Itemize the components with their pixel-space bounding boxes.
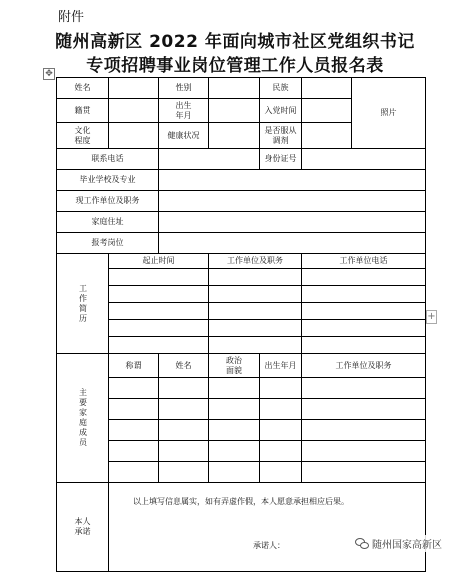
pledge-cell[interactable]	[109, 483, 426, 572]
work-history-cell[interactable]	[209, 269, 302, 286]
family-cell[interactable]	[302, 420, 426, 441]
label-party-join-time: 入党时间	[260, 99, 302, 123]
pledge-signer-label: 承诺人：	[253, 541, 285, 550]
wechat-icon	[355, 538, 369, 549]
value-current-job[interactable]	[159, 191, 426, 212]
label-current-job: 现工作单位及职务	[57, 191, 159, 212]
family-cell[interactable]	[302, 462, 426, 483]
work-history-cell[interactable]	[109, 303, 209, 320]
col-work-unit: 工作单位及职务	[209, 254, 302, 269]
value-health[interactable]	[209, 123, 260, 149]
value-id-number[interactable]	[302, 149, 426, 170]
label-native-place: 籍贯	[57, 99, 109, 123]
family-cell[interactable]	[159, 441, 209, 462]
col-family-relation: 称谓	[109, 354, 159, 378]
label-id-number: 身份证号	[260, 149, 302, 170]
col-family-name: 姓名	[159, 354, 209, 378]
family-cell[interactable]	[209, 441, 260, 462]
label-health: 健康状况	[159, 123, 209, 149]
label-phone: 联系电话	[57, 149, 159, 170]
work-history-cell[interactable]	[302, 337, 426, 354]
label-position: 报考岗位	[57, 233, 159, 254]
value-native-place[interactable]	[109, 99, 159, 123]
label-birth-date: 出生 年月	[159, 99, 209, 123]
work-history-cell[interactable]	[209, 337, 302, 354]
value-ethnicity[interactable]	[302, 78, 352, 99]
value-gender[interactable]	[209, 78, 260, 99]
family-cell[interactable]	[260, 462, 302, 483]
family-cell[interactable]	[209, 378, 260, 399]
value-education[interactable]	[109, 123, 159, 149]
family-cell[interactable]	[159, 420, 209, 441]
family-cell[interactable]	[209, 420, 260, 441]
value-party-join-time[interactable]	[302, 99, 352, 123]
pledge-statement: 以上填写信息属实，如有弄虚作假，本人愿意承担相应后果。	[133, 497, 349, 506]
work-history-cell[interactable]	[209, 286, 302, 303]
family-cell[interactable]	[159, 462, 209, 483]
label-gender: 性别	[159, 78, 209, 99]
watermark-text: 随州国家高新区	[372, 540, 442, 551]
registration-table	[56, 77, 426, 572]
family-cell[interactable]	[260, 420, 302, 441]
family-cell[interactable]	[260, 378, 302, 399]
label-name: 姓名	[57, 78, 109, 99]
family-cell[interactable]	[302, 399, 426, 420]
value-obey-assignment[interactable]	[302, 123, 352, 149]
section-pledge: 本人 承诺	[57, 483, 109, 572]
col-work-period: 起止时间	[109, 254, 209, 269]
work-history-cell[interactable]	[302, 303, 426, 320]
family-cell[interactable]	[109, 378, 159, 399]
work-history-cell[interactable]	[109, 337, 209, 354]
family-cell[interactable]	[159, 399, 209, 420]
label-obey-assignment: 是否服从 调剂	[260, 123, 302, 149]
family-cell[interactable]	[109, 441, 159, 462]
family-cell[interactable]	[260, 441, 302, 462]
value-name[interactable]	[109, 78, 159, 99]
col-family-unit: 工作单位及职务	[302, 354, 426, 378]
family-cell[interactable]	[209, 462, 260, 483]
col-family-birth: 出生年月	[260, 354, 302, 378]
work-history-cell[interactable]	[302, 286, 426, 303]
family-cell[interactable]	[109, 399, 159, 420]
value-address[interactable]	[159, 212, 426, 233]
photo-cell[interactable]: 照片	[352, 78, 426, 149]
section-family-members: 主要家庭成员	[57, 354, 109, 483]
attachment-label: 附件	[58, 10, 85, 25]
col-family-political: 政治 面貌	[209, 354, 260, 378]
form-title-line1: 随州高新区 2022 年面向城市社区党组织书记	[55, 32, 415, 52]
label-education: 文化 程度	[57, 123, 109, 149]
family-cell[interactable]	[302, 378, 426, 399]
work-history-cell[interactable]	[109, 320, 209, 337]
work-history-cell[interactable]	[302, 269, 426, 286]
value-phone[interactable]	[159, 149, 260, 170]
work-history-cell[interactable]	[209, 303, 302, 320]
family-cell[interactable]	[109, 462, 159, 483]
work-history-cell[interactable]	[209, 320, 302, 337]
work-history-cell[interactable]	[109, 269, 209, 286]
family-cell[interactable]	[260, 399, 302, 420]
form-title-line2: 专项招聘事业岗位管理工作人员报名表	[86, 56, 384, 76]
value-school-major[interactable]	[159, 170, 426, 191]
value-birth-date[interactable]	[209, 99, 260, 123]
work-history-cell[interactable]	[302, 320, 426, 337]
work-history-cell[interactable]	[109, 286, 209, 303]
family-cell[interactable]	[109, 420, 159, 441]
label-address: 家庭住址	[57, 212, 159, 233]
label-ethnicity: 民族	[260, 78, 302, 99]
watermark	[353, 535, 444, 552]
label-school-major: 毕业学校及专业	[57, 170, 159, 191]
add-row-handle-icon[interactable]: +	[427, 311, 436, 322]
family-cell[interactable]	[302, 441, 426, 462]
family-cell[interactable]	[159, 378, 209, 399]
section-work-history: 工作简历	[57, 254, 109, 354]
col-work-phone: 工作单位电话	[302, 254, 426, 269]
value-position[interactable]	[159, 233, 426, 254]
table-move-handle-icon[interactable]: ✥	[43, 68, 55, 80]
family-cell[interactable]	[209, 399, 260, 420]
